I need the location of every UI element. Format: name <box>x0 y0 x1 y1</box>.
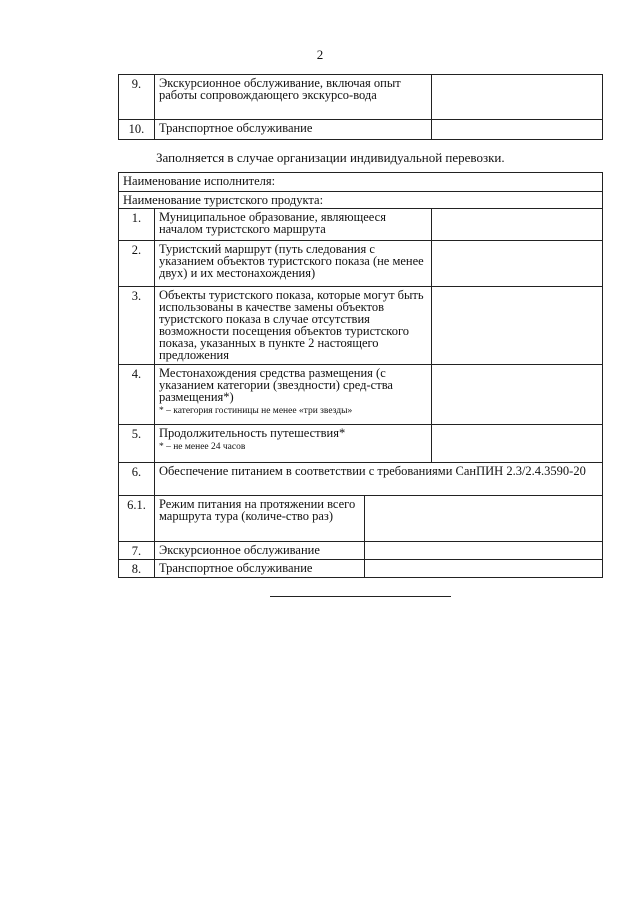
row-value-cell <box>432 75 603 120</box>
row-label: Транспортное обслуживание <box>154 560 364 578</box>
row-label: Продолжительность путешествия* <box>158 426 346 440</box>
table-row <box>119 542 603 560</box>
row-number: 9. <box>119 75 155 120</box>
row-label: Экскурсионное обслуживание <box>154 542 364 560</box>
executor-label: Наименование исполнителя: <box>119 173 603 192</box>
row-value-cell <box>432 241 603 287</box>
row-value-cell <box>432 365 603 425</box>
table-row <box>119 560 603 578</box>
row-value-cell <box>432 209 603 241</box>
table-row <box>119 496 603 542</box>
end-rule-divider <box>270 596 451 597</box>
page-number: 2 <box>316 47 324 62</box>
table-row <box>119 209 603 241</box>
row-value-cell <box>432 120 603 140</box>
row-value-cell <box>364 496 602 542</box>
individual-transport-table <box>118 172 603 578</box>
row-label: Режим питания на протяжении всего маршрута тура (количе-ство раз) <box>154 496 364 542</box>
row-number: 5. <box>119 425 155 463</box>
row-label: Транспортное обслуживание <box>154 120 432 140</box>
product-label: Наименование туристского продукта: <box>119 192 603 209</box>
footnote: * – не менее 24 часов <box>158 442 246 452</box>
table-row <box>119 287 603 365</box>
row-number: 6. <box>119 463 155 496</box>
row-label: Местонахождения средства размещения (с указанием категории (звездности) сред-ства размещения*) <box>158 366 393 404</box>
row-value-cell <box>432 287 603 365</box>
row-number: 8. <box>119 560 155 578</box>
row-value-cell <box>364 542 602 560</box>
row-number: 7. <box>119 542 155 560</box>
footnote: * – категория гостиницы не менее «три звезды» <box>158 406 353 416</box>
row-label-with-footnote <box>154 365 432 425</box>
row-label: Объекты туристского показа, которые могут быть использованы в качестве замены объектов туристского показа в случае отсутствия возможности посещения объектов туристского показа, указанных в пункте 2 настоящего предложения <box>154 287 432 365</box>
row-label-with-footnote <box>154 425 432 463</box>
table-row <box>119 173 603 192</box>
table-row <box>119 192 603 209</box>
row-label: Туристский маршрут (путь следования с указанием объектов туристского показа (не менее двух) и их местонахождения) <box>154 241 432 287</box>
row-label: Экскурсионное обслуживание, включая опыт работы сопровождающего экскурсо-вода <box>154 75 432 120</box>
table-row <box>119 463 603 496</box>
row-label: Муниципальное образование, являющееся началом туристского маршрута <box>154 209 432 241</box>
table-row <box>119 425 603 463</box>
table-row <box>119 120 603 140</box>
row-label: Обеспечение питанием в соответствии с требованиями СанПИН 2.3/2.4.3590-20 <box>154 463 602 496</box>
row-number: 3. <box>119 287 155 365</box>
individual-transport-note: Заполняется в случае организации индивидуальной перевозки. <box>156 150 505 165</box>
table-row <box>119 241 603 287</box>
row-number: 2. <box>119 241 155 287</box>
row-value-cell <box>364 560 602 578</box>
table-row <box>119 75 603 120</box>
row-number: 10. <box>119 120 155 140</box>
row-number: 4. <box>119 365 155 425</box>
services-table-continued <box>118 74 603 140</box>
table-row <box>119 365 603 425</box>
row-value-cell <box>432 425 603 463</box>
row-number: 1. <box>119 209 155 241</box>
row-number: 6.1. <box>119 496 155 542</box>
